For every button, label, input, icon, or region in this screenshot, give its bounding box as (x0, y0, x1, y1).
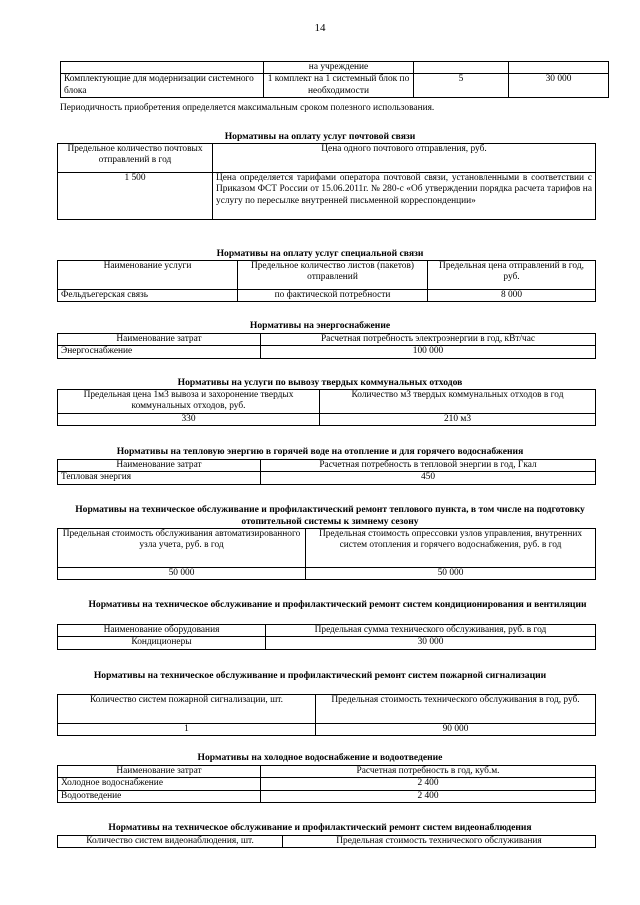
value-cell: 2 400 (261, 790, 596, 802)
value-cell: 100 000 (261, 346, 596, 358)
header-cell: Предельное количество листов (пакетов) отправлений (238, 261, 428, 290)
table-row (58, 460, 596, 472)
item-name-cell: Комплектующие для модернизации системного блока (61, 74, 264, 98)
postal-table (57, 143, 596, 220)
header-cell: Наименование затрат (58, 334, 261, 346)
waste-title: Нормативы на услуги по вывозу твердых коммунальных отходов (177, 377, 463, 388)
heatpoint-title: Нормативы на техническое обслуживание и профилактический ремонт теплового пункта, в том числе на подготовку отопительной системы к зимнему сезону (75, 504, 585, 527)
heatpoint-table (57, 528, 596, 580)
header-cell: Расчетная потребность в тепловой энергии в год, Гкал (261, 460, 596, 472)
waste-table (57, 389, 596, 426)
heat-title: Нормативы на тепловую энергию в горячей воде на отопление и для горячего водоснабжения (116, 446, 524, 457)
fire-title: Нормативы на техническое обслуживание и профилактический ремонт систем пожарной сигнализации (93, 670, 547, 681)
table-row (61, 62, 609, 74)
header-cell: Предельная стоимость обслуживания автоматизированного узла учета, руб. в год (58, 529, 306, 568)
header-cell: Количество м3 твердых коммунальных отходов в год (320, 390, 596, 414)
price-cell: 30 000 (509, 74, 609, 98)
postal-title: Нормативы на оплату услуг почтовой связи (224, 131, 416, 142)
value-cell: Кондиционеры (58, 637, 266, 649)
header-cell: Расчетная потребность в год, куб.м. (261, 766, 596, 778)
value-cell: Холодное водоснабжение (58, 778, 261, 790)
table-row (58, 413, 596, 425)
table-row (58, 173, 596, 220)
table-row (58, 836, 596, 848)
energy-title: Нормативы на энергоснабжение (249, 320, 391, 331)
table-row (58, 724, 596, 736)
table-row (58, 790, 596, 802)
value-cell: 330 (58, 413, 320, 425)
lifetime-cell: 5 (414, 74, 509, 98)
video-title: Нормативы на техническое обслуживание и профилактический ремонт систем видеонаблюдения (108, 822, 532, 833)
energy-table (57, 333, 596, 359)
header-cell: Предельная цена отправлений в год, руб. (428, 261, 596, 290)
header-cell: Предельная сумма технического обслуживания, руб. в год (266, 625, 596, 637)
table-row (58, 144, 596, 173)
table-row (58, 766, 596, 778)
special-title: Нормативы на оплату услуг специальной связи (216, 248, 424, 259)
table-row (58, 334, 596, 346)
value-cell: по фактической потребности (238, 290, 428, 302)
value-cell: 450 (261, 472, 596, 484)
special-table (57, 260, 596, 302)
header-cell: Предельная стоимость технического обслуживания в год, руб. (316, 695, 596, 724)
table-row (58, 778, 596, 790)
value-cell: Цена определяется тарифами оператора почтовой связи, установленными в соответствии с Приказом ФСТ России от 15.06.2011г. № 280-с «Об утверждении порядка расчета тарифов на услугу по пересылке внутренней письменной корреспонденции» (213, 173, 596, 220)
ac-title: Нормативы на техническое обслуживание и профилактический ремонт систем кондиционирования и вентиляции (88, 599, 587, 610)
table-row (58, 695, 596, 724)
header-cell: Цена одного почтового отправления, руб. (213, 144, 596, 173)
water-table (57, 765, 596, 803)
heat-table (57, 459, 596, 485)
value-cell: 210 м3 (320, 413, 596, 425)
video-table (57, 835, 596, 848)
value-cell: Энергоснабжение (58, 346, 261, 358)
header-cell: Наименование затрат (58, 766, 261, 778)
value-cell: 30 000 (266, 637, 596, 649)
ac-table (57, 624, 596, 650)
header-cell: Предельное количество почтовых отправлений в год (58, 144, 213, 173)
fire-table (57, 694, 596, 736)
header-cell: Наименование оборудования (58, 625, 266, 637)
header-cell: Количество систем видеонаблюдения, шт. (58, 836, 283, 848)
value-cell: 1 (58, 724, 316, 736)
header-cell: Предельная стоимость опрессовки узлов управления, внутренних систем отопления и горячего водоснабжения, руб. в год (306, 529, 596, 568)
table-row (58, 472, 596, 484)
value-cell: 90 000 (316, 724, 596, 736)
equipment-table (60, 61, 609, 98)
water-title: Нормативы на холодное водоснабжение и водоотведение (197, 752, 443, 763)
table-row (58, 637, 596, 649)
value-cell: Фельдъегерская связь (58, 290, 238, 302)
table-row (58, 261, 596, 290)
table-row (58, 529, 596, 568)
note-text: Периодичность приобретения определяется максимальным сроком полезного использования. (60, 103, 435, 113)
quantity-cell: 1 комплект на 1 системный блок по необходимости (264, 74, 414, 98)
value-cell: 50 000 (58, 568, 306, 580)
header-cell: Расчетная потребность электроэнергии в год, кВт/час (261, 334, 596, 346)
table-row (58, 625, 596, 637)
page-number: 14 (314, 22, 326, 34)
value-cell: 2 400 (261, 778, 596, 790)
table-row (58, 290, 596, 302)
value-cell: Водоотведение (58, 790, 261, 802)
header-cell: Наименование затрат (58, 460, 261, 472)
quantity-cell: на учреждение (264, 62, 414, 74)
table-row (58, 390, 596, 414)
header-cell: Предельная стоимость технического обслуживания (283, 836, 596, 848)
table-row (58, 346, 596, 358)
value-cell: 50 000 (306, 568, 596, 580)
header-cell: Количество систем пожарной сигнализации, шт. (58, 695, 316, 724)
value-cell: 1 500 (58, 173, 213, 220)
header-cell: Наименование услуги (58, 261, 238, 290)
value-cell: Тепловая энергия (58, 472, 261, 484)
value-cell: 8 000 (428, 290, 596, 302)
header-cell: Предельная цена 1м3 вывоза и захоронение твердых коммунальных отходов, руб. (58, 390, 320, 414)
table-row (61, 74, 609, 98)
table-row (58, 568, 596, 580)
